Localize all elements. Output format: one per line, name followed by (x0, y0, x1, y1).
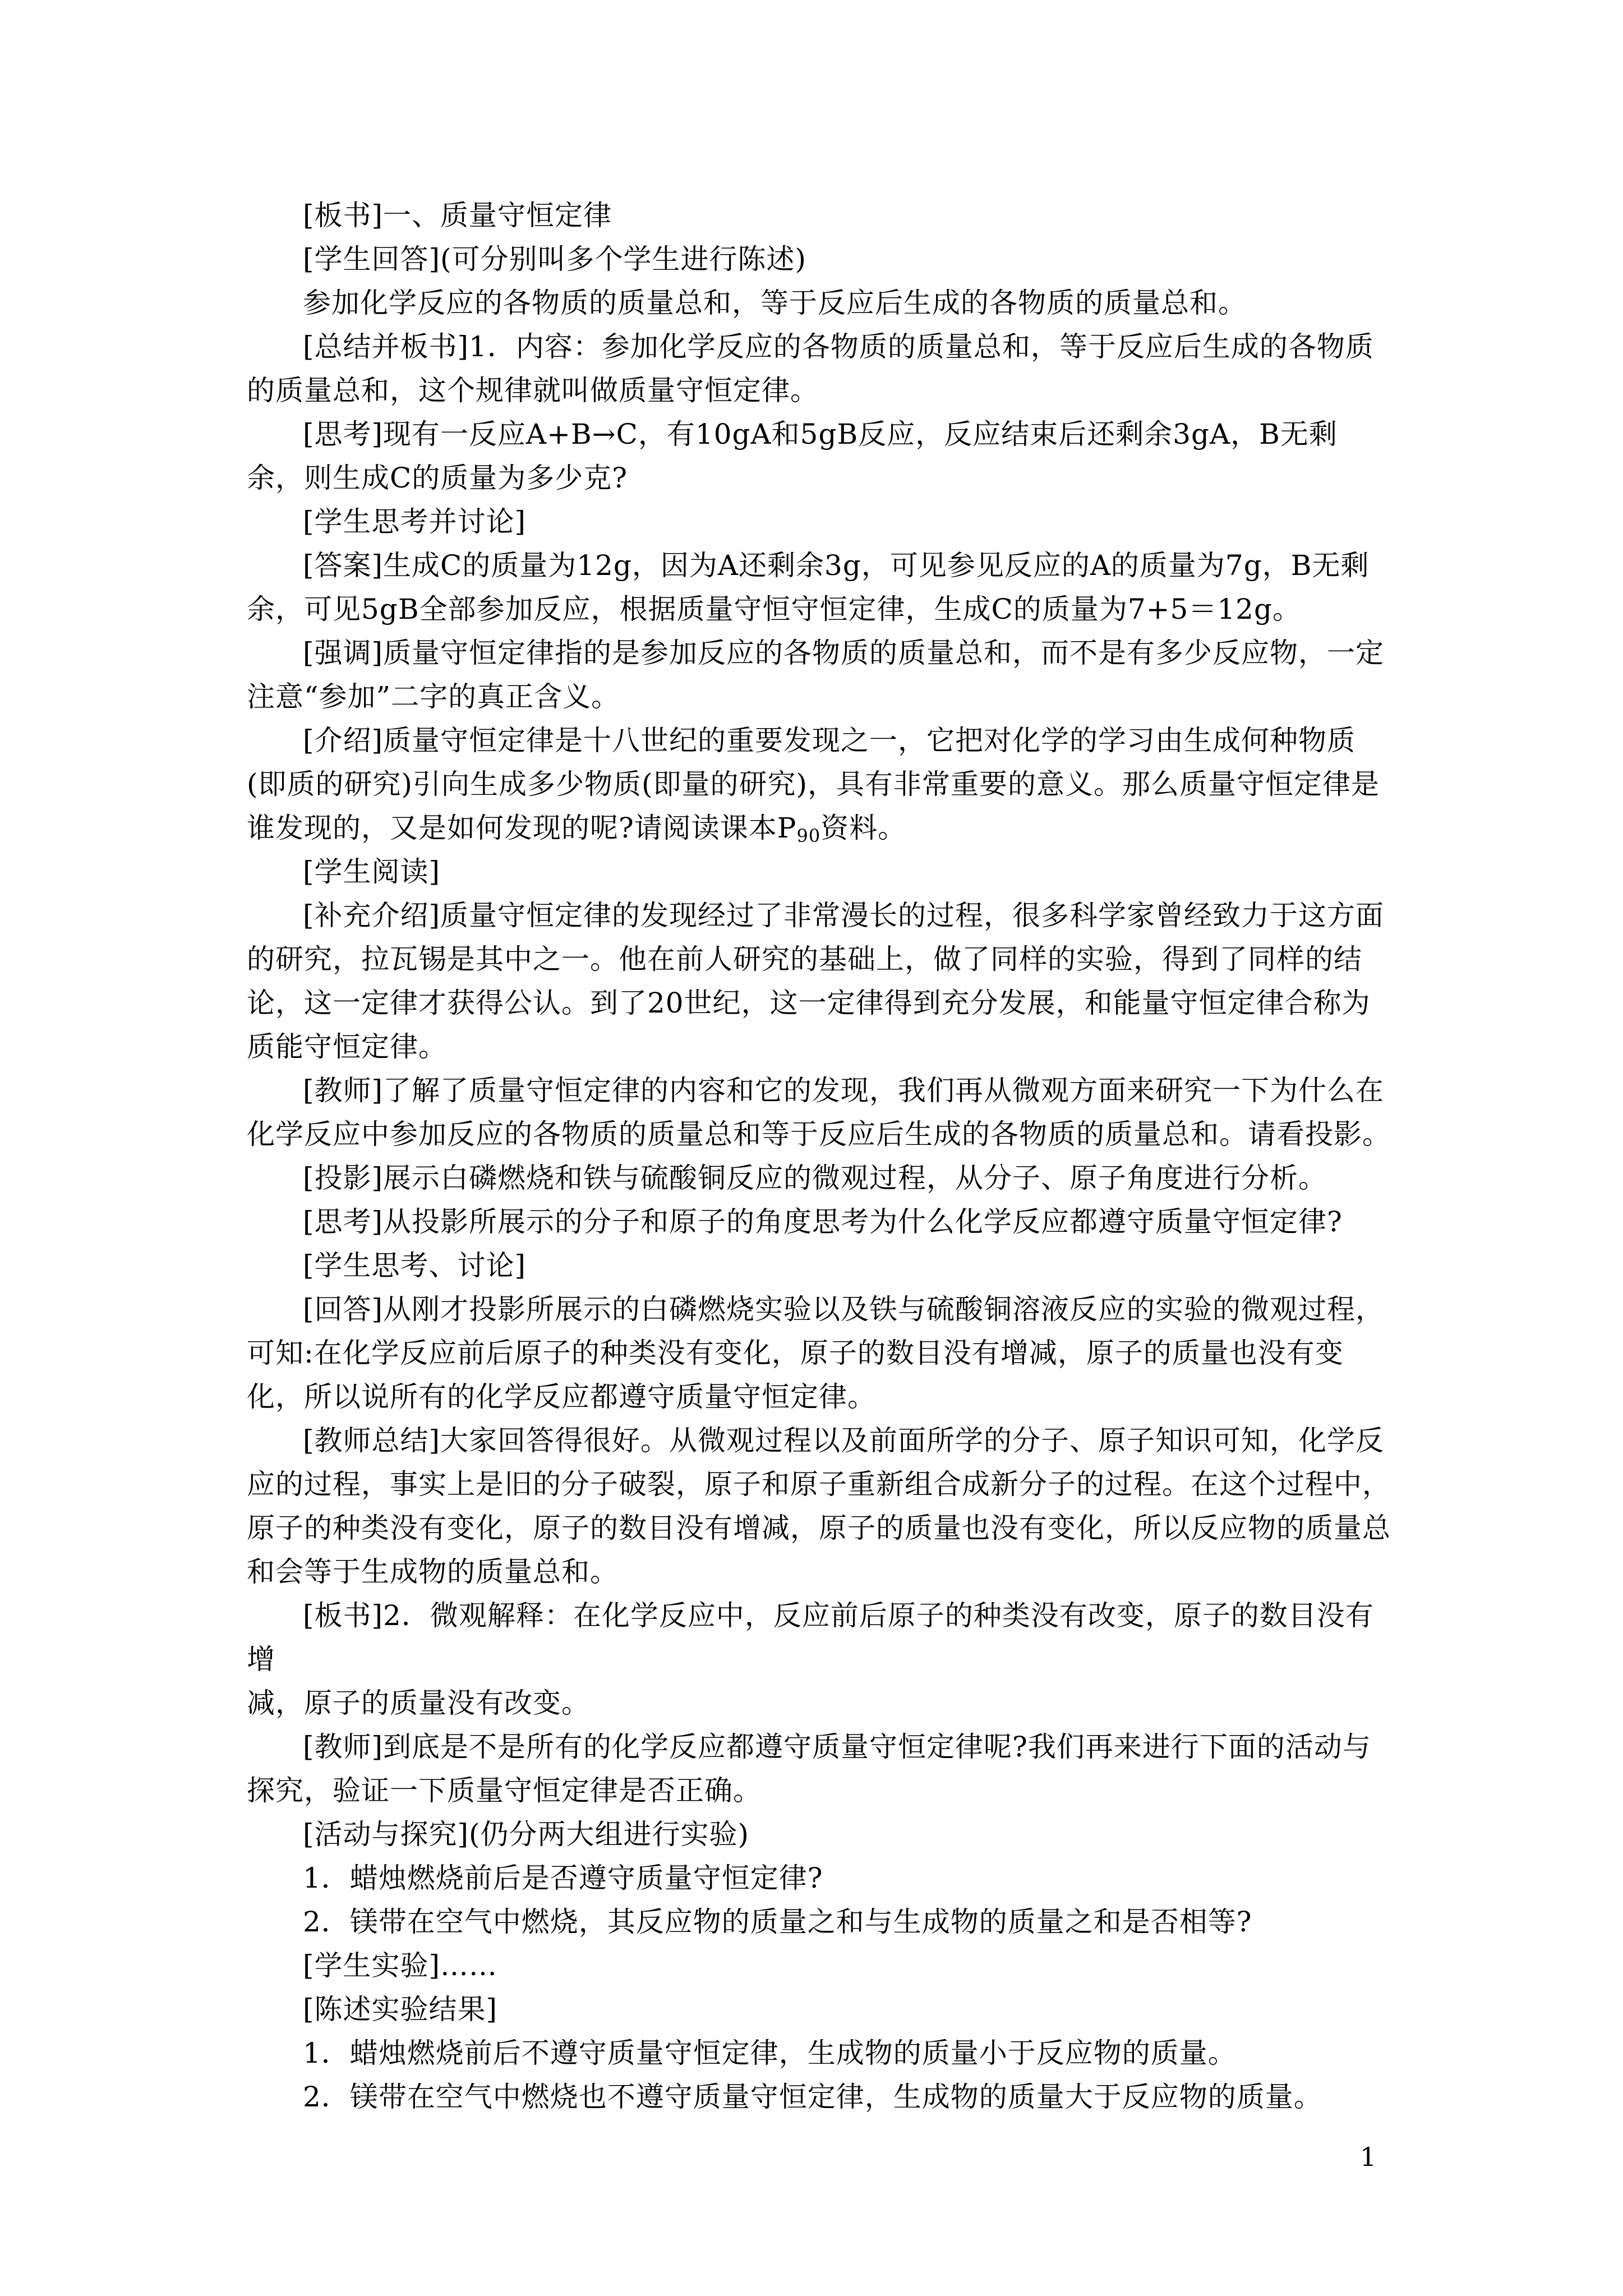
paragraph-student-think-discuss: [学生思考、讨论] (303, 1249, 527, 1282)
paragraph-student-answer-label: [学生回答](可分别叫多个学生进行陈述) (303, 243, 807, 275)
paragraph-student-answer: 参加化学反应的各物质的质量总和，等于反应后生成的各物质的质量总和。 (303, 287, 1247, 319)
paragraph-projection: [投影]展示白磷燃烧和铁与硫酸铜反应的微观过程，从分子、原子角度进行分析。 (303, 1162, 1327, 1194)
paragraph-activity-item-2: 2．镁带在空气中燃烧，其反应物的质量之和与生成物的质量之和是否相等? (303, 1906, 1252, 1938)
paragraph-answer: [答案]生成C的质量为12g，因为A还剩余3g，可见参见反应的A的质量为7g，B无剩余，可见5gB全部参加反应，根据质量守恒守恒定律，生成C的质量为7+5＝12g。 (247, 549, 1370, 625)
paragraph-activity-item-1: 1．蜡烛燃烧前后是否遵守质量守恒定律? (303, 1862, 823, 1894)
paragraph-results-label: [陈述实验结果] (303, 1993, 498, 2026)
paragraph-activity: [活动与探究](仍分两大组进行实验) (303, 1818, 750, 1851)
paragraph-supplement: [补充介绍]质量守恒定律的发现经过了非常漫长的过程，很多科学家曾经致力于这方面的研究，拉瓦锡是其中之一。他在前人研究的基础上，做了同样的实验，得到了同样的结论，这一定律才获得公认。到了20世纪，这一定律得到充分发展，和能量守恒定律合称为质能守恒定律。 (247, 899, 1385, 1063)
paragraph-emphasis: [强调]质量守恒定律指的是参加反应的各物质的质量总和，而不是有多少反应物，一定注意“参加”二字的真正含义。 (247, 637, 1385, 713)
paragraph-student-experiment: [学生实验]…… (303, 1949, 498, 1982)
paragraph-teacher-micro: [教师]了解了质量守恒定律的内容和它的发现，我们再从微观方面来研究一下为什么在化学反应中参加反应的各物质的质量总和等于反应后生成的各物质的质量总和。请看投影。 (247, 1074, 1391, 1151)
paragraph-board-micro-continued: 减，原子的质量没有改变。 (247, 1687, 590, 1719)
page-ref-subscript: 90 (796, 825, 821, 846)
paragraph-board-micro: [板书]2．微观解释：在化学反应中，反应前后原子的种类没有改变，原子的数目没有增 (247, 1599, 1374, 1676)
paragraph-think-micro: [思考]从投影所展示的分子和原子的角度思考为什么化学反应都遵守质量守恒定律? (303, 1205, 1343, 1238)
introduction-text: [介绍]质量守恒定律是十八世纪的重要发现之一，它把对化学的学习由生成何种物质(即质的研究)引向生成多少物质(即量的研究)，具有非常重要的意义。那么质量守恒定律是谁发现的，又是如何发现的呢?请阅读课本P (247, 724, 1380, 844)
page-number: 1 (1360, 2142, 1377, 2172)
paragraph-think-problem: [思考]现有一反应A+B→C，有10gA和5gB反应，反应结束后还剩余3gA，B无剩余，则生成C的质量为多少克? (247, 418, 1338, 494)
paragraph-answer-micro: [回答]从刚才投影所展示的白磷燃烧实验以及铁与硫酸铜溶液反应的实验的微观过程，可知:在化学反应前后原子的种类没有变化，原子的数目没有增减，原子的质量也没有变化，所以说所有的化学反应都遵守质量守恒定律。 (247, 1293, 1385, 1413)
paragraph-introduction (247, 719, 1391, 850)
introduction-text-end: 资料。 (820, 812, 907, 844)
paragraph-teacher-question: [教师]到底是不是所有的化学反应都遵守质量守恒定律呢?我们再来进行下面的活动与探究，验证一下质量守恒定律是否正确。 (247, 1731, 1371, 1807)
document-body (247, 194, 1391, 2119)
paragraph-student-discussion: [学生思考并讨论] (303, 505, 527, 538)
paragraph-student-reading: [学生阅读] (303, 855, 441, 888)
paragraph-board-title: [板书]一、质量守恒定律 (303, 199, 612, 232)
paragraph-result-2: 2．镁带在空气中燃烧也不遵守质量守恒定律，生成物的质量大于反应物的质量。 (303, 2081, 1322, 2113)
paragraph-result-1: 1．蜡烛燃烧前后不遵守质量守恒定律，生成物的质量小于反应物的质量。 (303, 2037, 1237, 2069)
paragraph-summary-content: [总结并板书]1．内容：参加化学反应的各物质的质量总和，等于反应后生成的各物质的质量总和，这个规律就叫做质量守恒定律。 (247, 330, 1374, 407)
paragraph-teacher-summary: [教师总结]大家回答得很好。从微观过程以及前面所学的分子、原子知识可知，化学反应的过程，事实上是旧的分子破裂，原子和原子重新组合成新分子的过程。在这个过程中，原子的种类没有变化，原子的数目没有增减，原子的质量也没有变化，所以反应物的质量总和会等于生成物的质量总和。 (247, 1424, 1391, 1588)
